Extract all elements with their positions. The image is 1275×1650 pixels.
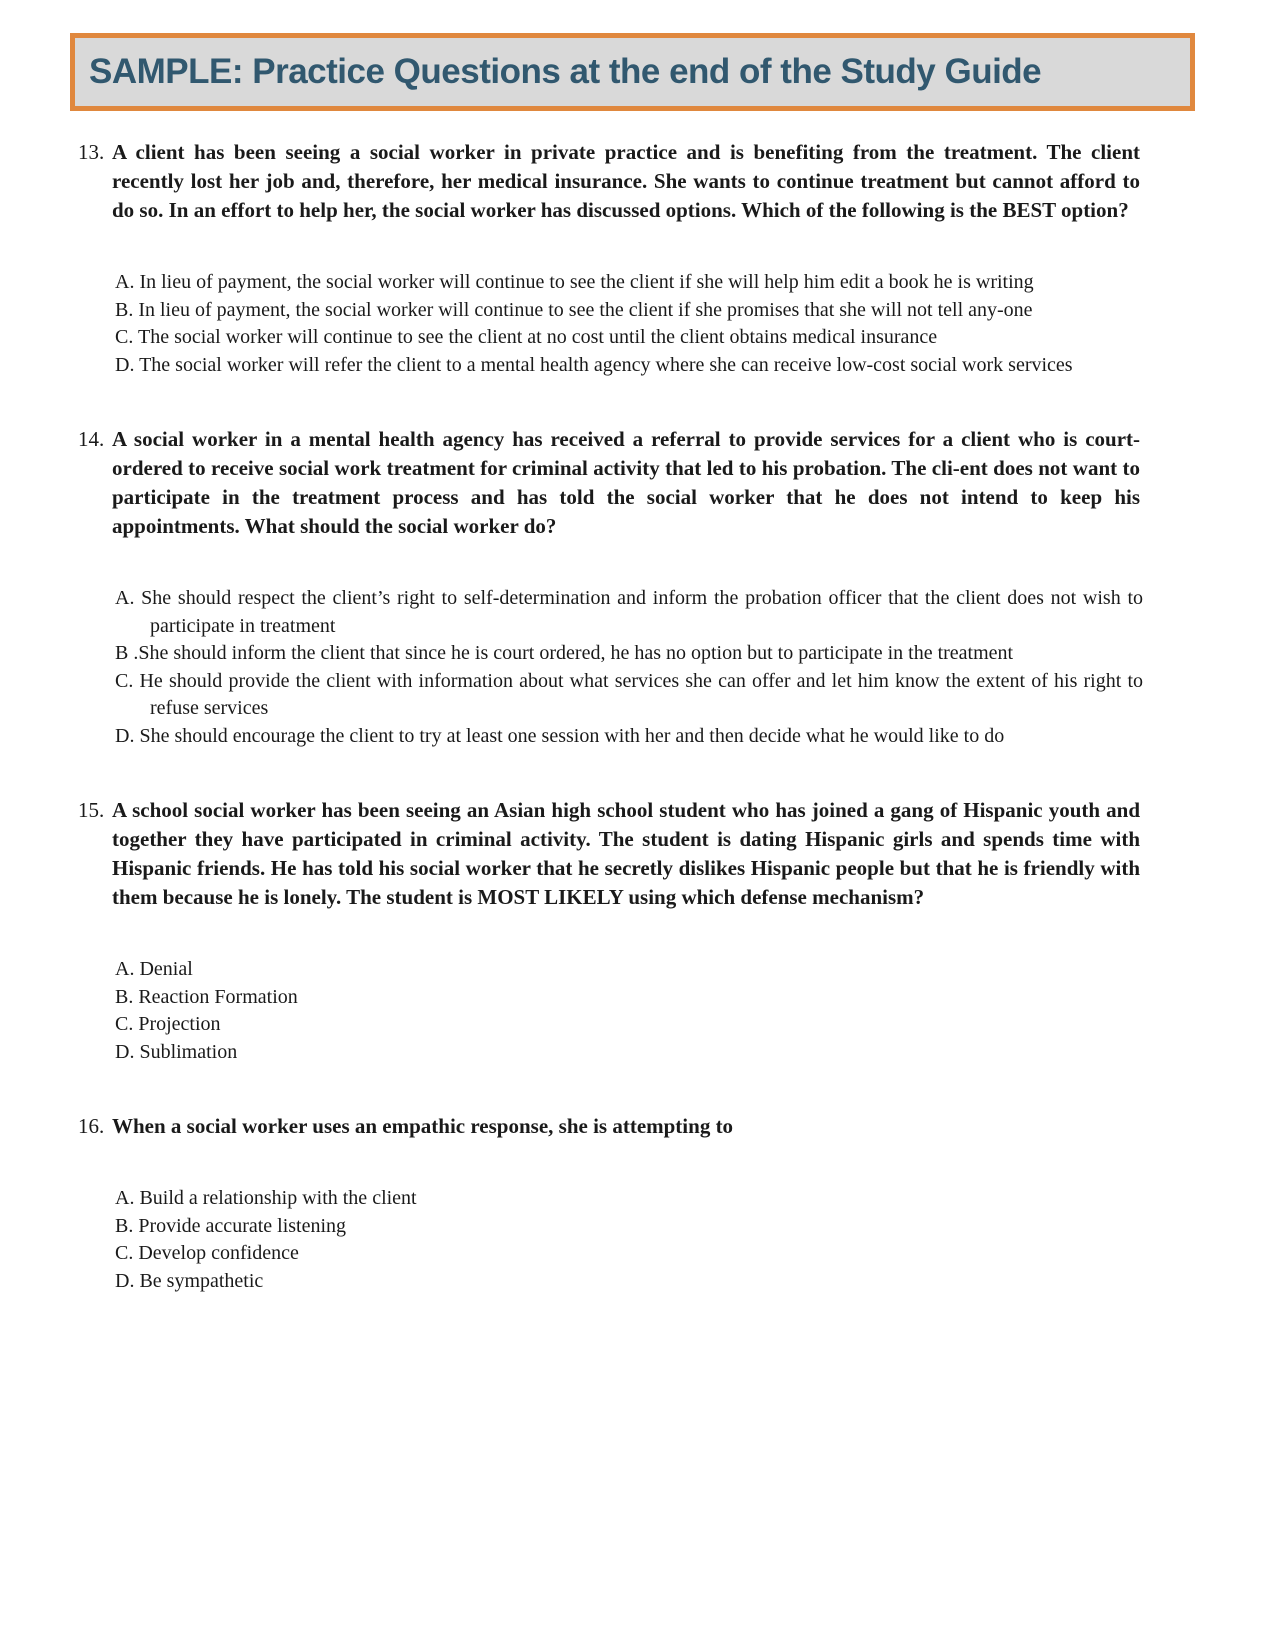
question-stem: When a social worker uses an empathic response, she is attempting to (112, 1114, 734, 1138)
question-number: 13. (78, 140, 105, 164)
question-15 (70, 796, 1195, 1066)
answer-option: D. The social worker will refer the client to a mental health agency where she can receive low-cost social work services (115, 353, 1073, 376)
question-number: 16. (78, 1114, 105, 1138)
answer-option: A. In lieu of payment, the social worker will continue to see the client if she will help him edit a book he is writing (115, 271, 1034, 293)
answer-option: B. Provide accurate listening (115, 1214, 347, 1237)
answer-option: B .She should inform the client that since he is court ordered, he has no option but to participate in the treatment (115, 642, 1014, 664)
answer-option: D. Sublimation (115, 1040, 238, 1063)
answer-option: D. Be sympathetic (115, 1269, 264, 1292)
answer-option: C. The social worker will continue to see the client at no cost until the client obtains medical insurance (115, 326, 938, 348)
question-14 (70, 425, 1195, 750)
answer-option: D. She should encourage the client to try at least one session with her and then decide what he would like to do (115, 724, 1005, 747)
question-number: 15. (78, 798, 105, 822)
question-stem: A school social worker has been seeing an Asian high school student who has joined a gang of Hispanic youth and together they have participated in criminal activity. The student is dating Hispanic girls and spends time with Hispanic friends. He has told his social worker that he secretly dislikes Hispanic people but that he is friendly with them because he is lonely. The student is MOST LIKELY using which defense mechanism? (112, 798, 1140, 909)
answer-option: B. In lieu of payment, the social worker will continue to see the client if she promises that she will not tell any-one (115, 298, 1033, 321)
question-number: 14. (78, 427, 105, 451)
banner-title: SAMPLE: Practice Questions at the end of the Study Guide (89, 52, 1042, 91)
answer-option: A. Denial (115, 958, 193, 980)
question-13 (70, 138, 1195, 379)
answer-option: C. He should provide the client with information about what services she can offer and let him know the extent of his right to refuse services (115, 669, 1143, 719)
options-list (115, 1185, 1143, 1295)
header-banner (70, 33, 1195, 111)
answer-option: A. She should respect the client’s right to self-determination and inform the probation officer that the client does not wish to participate in treatment (115, 587, 1143, 637)
options-list (115, 269, 1143, 379)
answer-option: C. Develop confidence (115, 1242, 299, 1264)
answer-option: B. Reaction Formation (115, 985, 298, 1008)
answer-option: A. Build a relationship with the client (115, 1187, 417, 1209)
question-stem: A client has been seeing a social worker in private practice and is benefiting from the treatment. The client recently lost her job and, therefore, her medical insurance. She wants to continue treatment but cannot afford to do so. In an effort to help her, the social worker has discussed options. Which of the following is the BEST option? (112, 140, 1140, 222)
question-16 (70, 1112, 1195, 1295)
options-list (115, 956, 1143, 1066)
question-stem: A social worker in a mental health agency has received a referral to provide services for a client who is court-ordered to receive social work treatment for criminal activity that led to his probation. The cli-ent does not want to participate in the treatment process and has told the social worker that he does not intend to keep his appointments. What should the social worker do? (112, 427, 1140, 538)
options-list (115, 585, 1143, 750)
answer-option: C. Projection (115, 1013, 221, 1035)
